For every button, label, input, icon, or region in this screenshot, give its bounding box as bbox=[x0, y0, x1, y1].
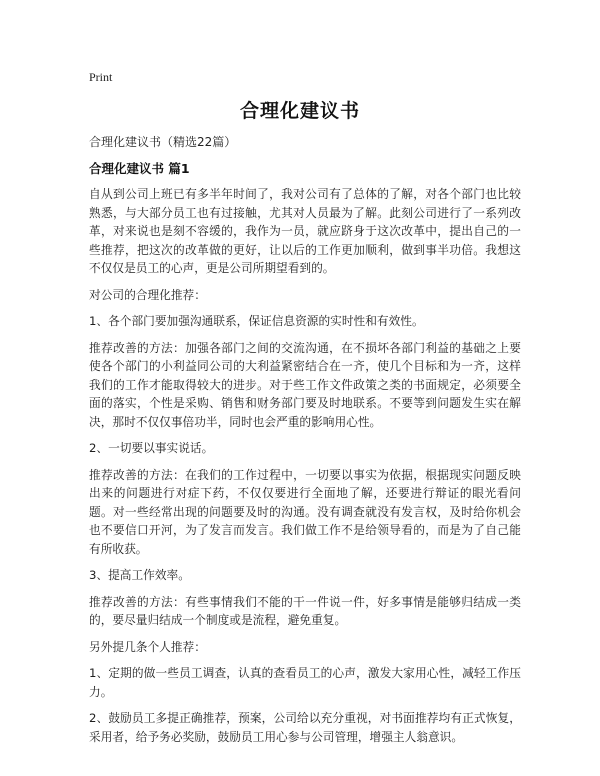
paragraph-personal-2: 2、鼓励员工多提正确推荐，预案，公司给以充分重视，对书面推荐均有正式恢复，采用者，给予务必奖励，鼓励员工用心参与公司管理，增强主人翁意识。 bbox=[89, 711, 521, 744]
paragraph-personal-heading: 另外提几条个人推荐： bbox=[89, 639, 206, 654]
paragraph-item-1: 1、各个部门要加强沟通联系，保证信息资源的实时性和有效性。 bbox=[89, 314, 424, 328]
paragraph-item-3: 3、提高工作效率。 bbox=[89, 568, 190, 582]
print-label: Print bbox=[89, 70, 113, 84]
paragraph-recommendations-heading: 对公司的合理化推荐： bbox=[89, 287, 206, 302]
paragraph-item-1-method: 推荐改善的方法：加强各部门之间的交流沟通，在不损坏各部门利益的基础之上要使各个部门的小利益同公司的大利益紧密结合在一齐，使几个目标和为一齐，这样我们的工作才能取得较大的进步。对于些工作文件政策之类的书面规定，必须要全面的落实，个性是采购、销售和财务部门要及时地联系。不要等到问题发生实在解决，那时不仅仅事倍功半，同时也会严重的影响用心性。 bbox=[89, 340, 521, 429]
paragraph-item-2: 2、一切要以事实说话。 bbox=[89, 441, 214, 455]
document-subtitle: 合理化建议书（精选22篇） bbox=[89, 135, 237, 149]
document-title: 合理化建议书 bbox=[239, 100, 360, 122]
document-body bbox=[89, 185, 521, 754]
paragraph-intro: 自从到公司上班已有多半年时间了，我对公司有了总体的了解，对各个部门也比较熟悉，与大部分员工也有过接触，尤其对人员最为了解。此刻公司进行了一系列改革，对来说也是刻不容缓的，我作为一员，就应跻身于这次改革中，提出自己的一些推荐，把这次的改革做的更好，让以后的工作更加顺利，做到事半功倍。我想这不仅仅是员工的心声，更是公司所期望看到的。 bbox=[89, 187, 521, 275]
section-heading: 合理化建议书 篇1 bbox=[89, 161, 190, 176]
paragraph-item-3-method: 推荐改善的方法：有些事情我们不能的干一件说一件，好多事情是能够归结成一类的，要尽量归结成一个制度或是流程，避免重复。 bbox=[89, 594, 521, 627]
paragraph-personal-1: 1、定期的做一些员工调查，认真的查看员工的心声，激发大家用心性，减轻工作压力。 bbox=[89, 666, 521, 699]
paragraph-item-2-method: 推荐改善的方法：在我们的工作过程中，一切要以事实为依据，根据现实问题反映出来的问题进行对症下药，不仅仅要进行全面地了解，还要进行辩证的眼光看问题。对一些经常出现的问题要及时的沟通。没有调查就没有发言权，及时给你机会也不要信口开河，为了发言而发言。我们做工作不是给领导看的，而是为了自己能有所收获。 bbox=[89, 467, 521, 556]
